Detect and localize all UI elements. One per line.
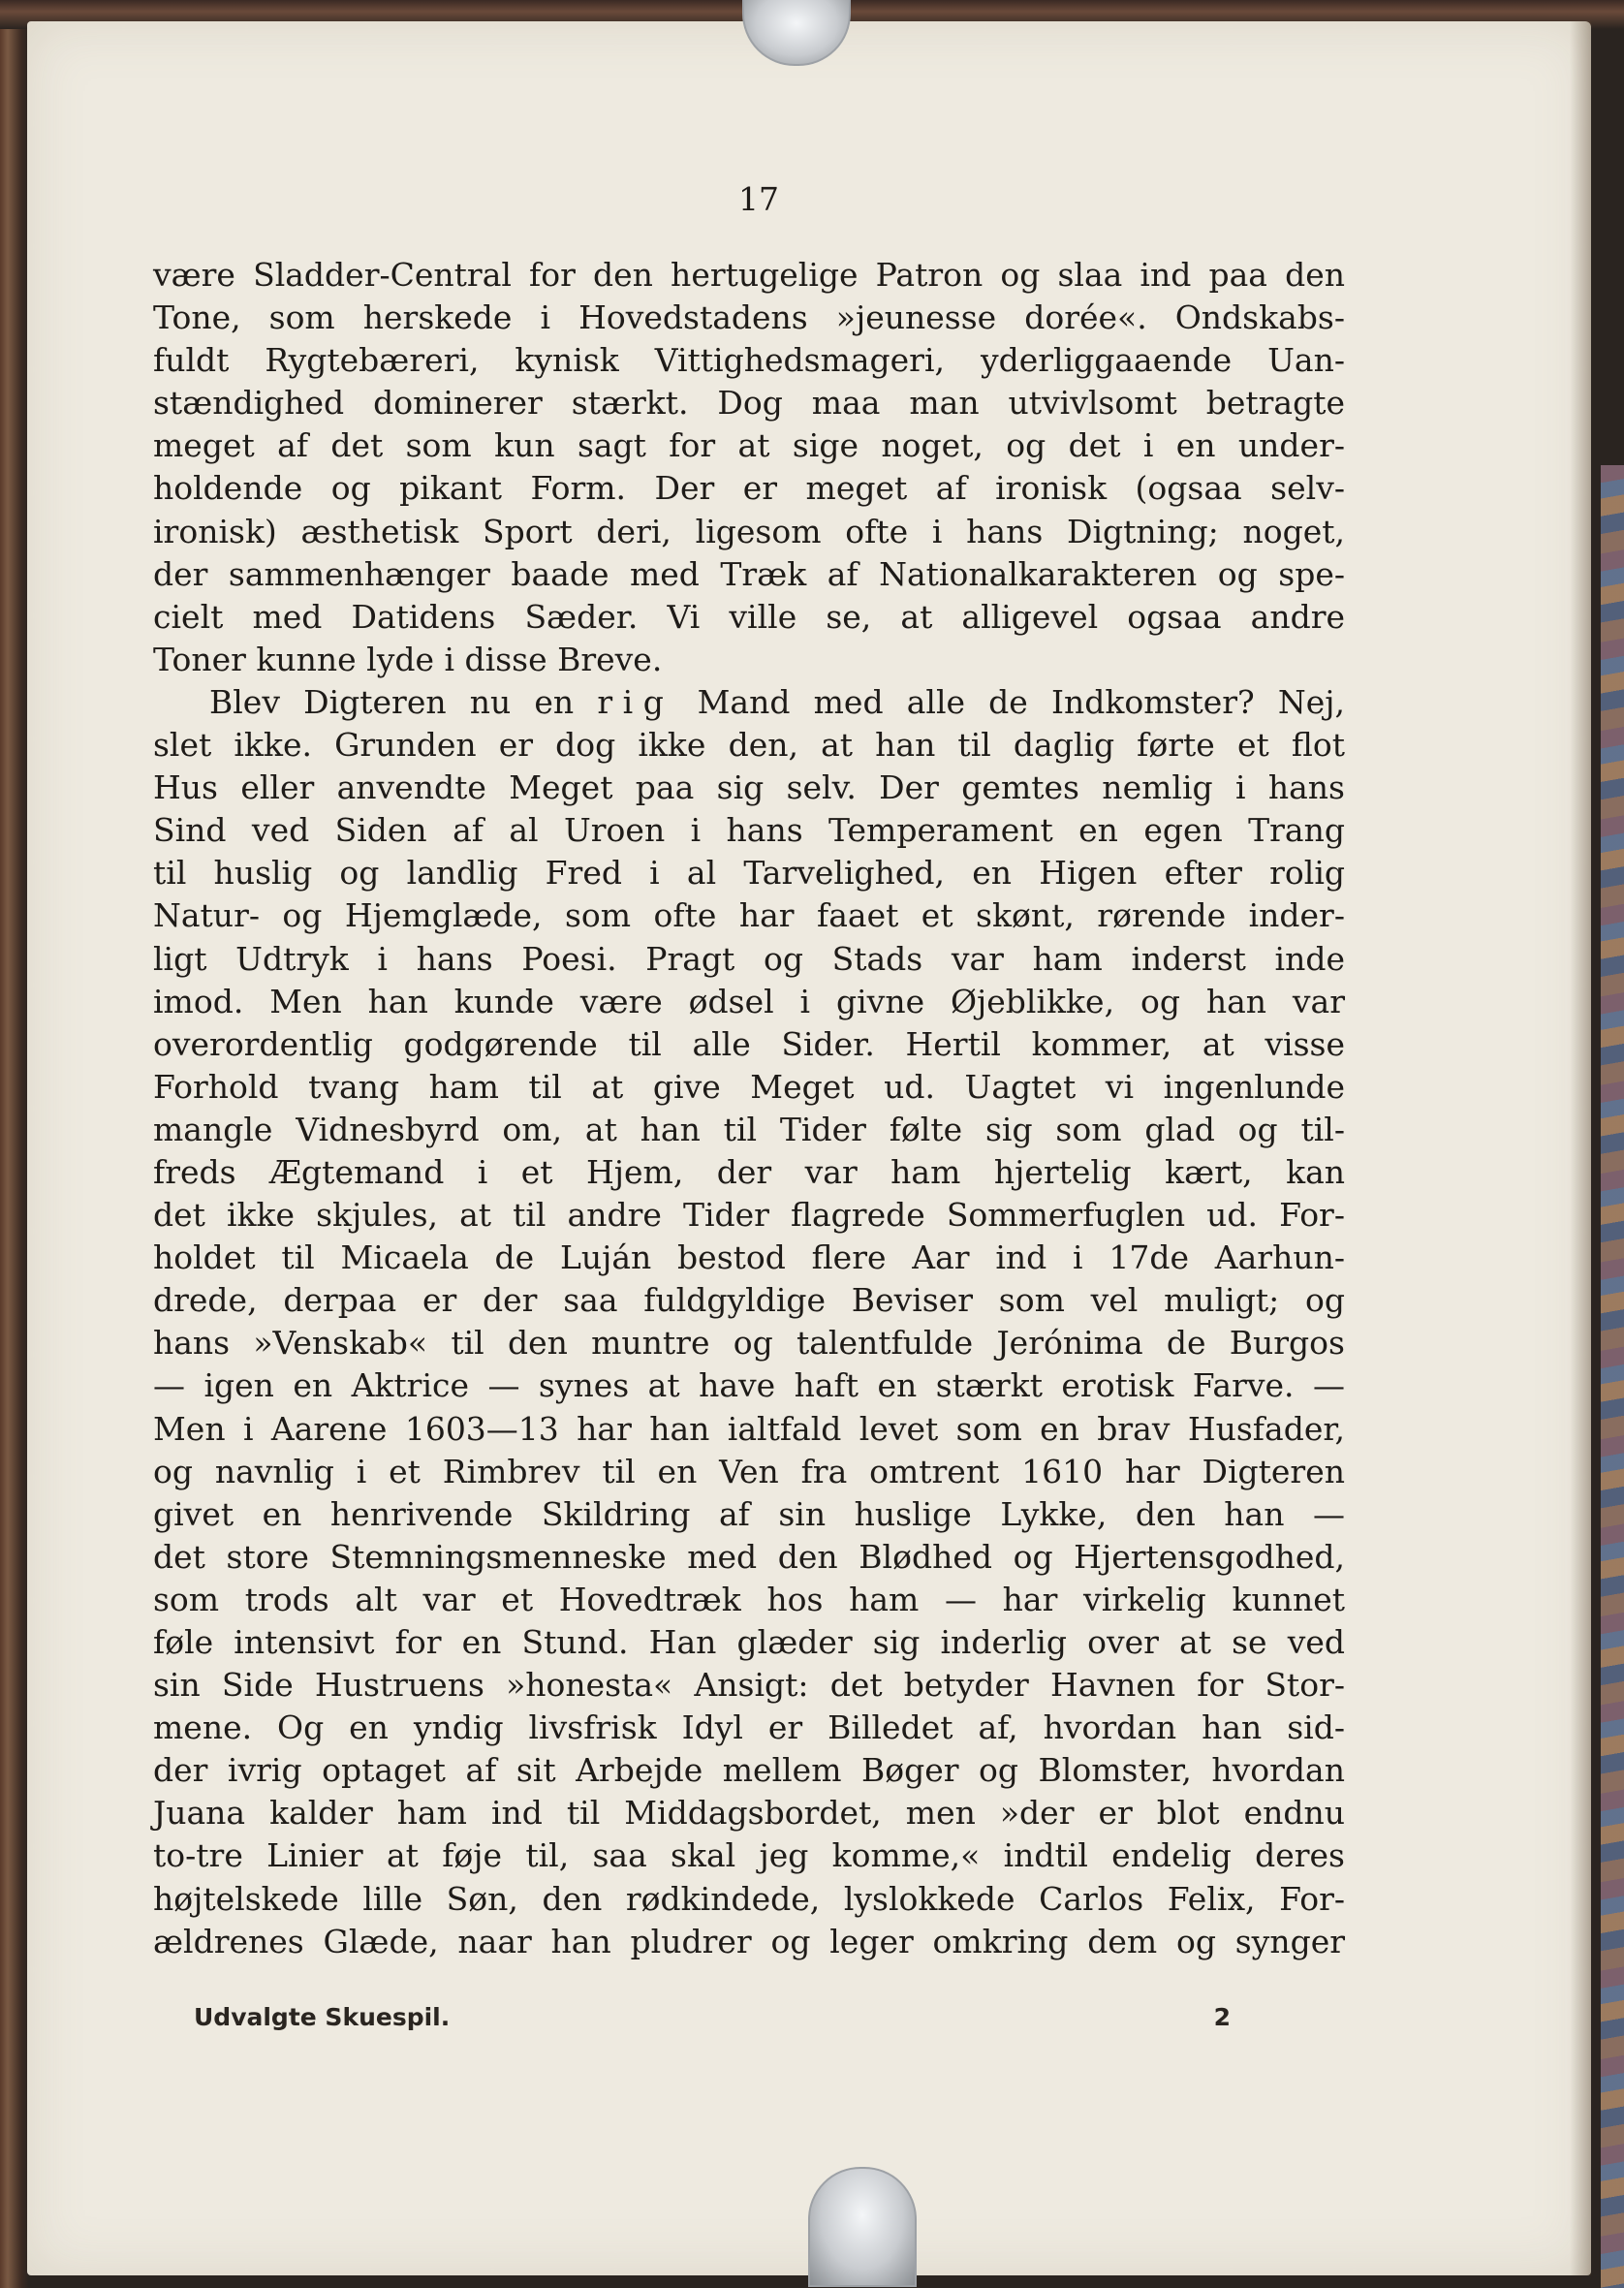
text-line: imod. Men han kunde være ødsel i givne Øjeblikke, og han var bbox=[153, 982, 1345, 1020]
text-line: det store Stemningsmenneske med den Blødhed og Hjertensgodhed, bbox=[153, 1537, 1345, 1576]
text-line: slet ikke. Grunden er dog ikke den, at han til daglig førte et flot bbox=[153, 726, 1345, 765]
text-line: Tone, som herskede i Hovedstadens »jeunesse dorée«. Ondskabs- bbox=[153, 298, 1345, 337]
bottom-holder-clip bbox=[808, 2167, 917, 2287]
text-line: fuldt Rygtebæreri, kynisk Vittighedsmageri, yderliggaaende Uan- bbox=[153, 341, 1345, 380]
text-line: Sind ved Siden af al Uroen i hans Temperament en egen Trang bbox=[153, 811, 1345, 850]
emphasized-word: rig bbox=[597, 682, 674, 721]
text-line: føle intensivt for en Stund. Han glæder sig inderlig over at se ved bbox=[153, 1623, 1345, 1661]
text-line: der sammenhænger baade med Træk af Nationalkarakteren og spe- bbox=[153, 554, 1345, 593]
text-line: givet en henrivende Skildring af sin huslige Lykke, den han — bbox=[153, 1494, 1345, 1533]
footer-signature-mark: 2 bbox=[1213, 2003, 1231, 2031]
text-line: til huslig og landlig Fred i al Tarvelighed, en Higen efter rolig bbox=[153, 854, 1345, 893]
text-line: — igen en Aktrice — synes at have haft en stærkt erotisk Farve. — bbox=[153, 1366, 1345, 1405]
text-line: mene. Og en yndig livsfrisk Idyl er Billedet af, hvordan han sid- bbox=[153, 1708, 1345, 1747]
page-number: 17 bbox=[738, 180, 779, 218]
text-line: stændighed dominerer stærkt. Dog maa man utvivlsomt betragte bbox=[153, 384, 1345, 423]
text-line: være Sladder-Central for den hertugelige Patron og slaa ind paa den bbox=[153, 256, 1345, 294]
paragraph-start-line bbox=[153, 681, 1345, 724]
text-line: overordentlig godgørende til alle Sider. Hertil kommer, at visse bbox=[153, 1024, 1345, 1063]
text-segment: Blev Digteren nu en bbox=[209, 682, 575, 721]
text-line: to-tre Linier at føje til, saa skal jeg komme,« indtil endelig deres bbox=[153, 1836, 1345, 1875]
text-line: der ivrig optaget af sit Arbejde mellem Bøger og Blomster, hvordan bbox=[153, 1751, 1345, 1790]
text-line: Natur- og Hjemglæde, som ofte har faaet et skønt, rørende inder- bbox=[153, 896, 1345, 935]
body-text bbox=[153, 254, 1345, 1963]
text-line: meget af det som kun sagt for at sige noget, og det i en under- bbox=[153, 426, 1345, 465]
text-line: det ikke skjules, at til andre Tider flagrede Sommerfuglen ud. For- bbox=[153, 1196, 1345, 1235]
text-line: holdende og pikant Form. Der er meget af ironisk (ogsaa selv- bbox=[153, 469, 1345, 508]
text-line: Juana kalder ham ind til Middagsbordet, men »der er blot endnu bbox=[153, 1794, 1345, 1833]
footer-book-title: Udvalgte Skuespil. bbox=[194, 2003, 451, 2031]
text-line: højtelskede lille Søn, den rødkindede, lyslokkede Carlos Felix, For- bbox=[153, 1879, 1345, 1918]
text-line: Hus eller anvendte Meget paa sig selv. Der gemtes nemlig i hans bbox=[153, 768, 1345, 807]
text-line: som trods alt var et Hovedtræk hos ham — har virkelig kunnet bbox=[153, 1580, 1345, 1618]
text-line: drede, derpaa er der saa fuldgyldige Beviser som vel muligt; og bbox=[153, 1281, 1345, 1320]
marbled-board-edge bbox=[1601, 465, 1624, 2288]
text-line: hans »Venskab« til den muntre og talentfulde Jerónima de Burgos bbox=[153, 1324, 1345, 1363]
text-line: ironisk) æsthetisk Sport deri, ligesom ofte i hans Digtning; noget, bbox=[153, 512, 1345, 550]
text-line: freds Ægtemand i et Hjem, der var ham hjertelig kært, kan bbox=[153, 1152, 1345, 1191]
text-line: sin Side Hustruens »honesta« Ansigt: det betyder Havnen for Stor- bbox=[153, 1666, 1345, 1705]
text-line: cielt med Datidens Sæder. Vi ville se, at alligevel ogsaa andre bbox=[153, 597, 1345, 636]
text-line: og navnlig i et Rimbrev til en Ven fra omtrent 1610 har Digteren bbox=[153, 1452, 1345, 1490]
text-line: holdet til Micaela de Luján bestod flere Aar ind i 17de Aarhun- bbox=[153, 1238, 1345, 1277]
text-line: Forhold tvang ham til at give Meget ud. Uagtet vi ingenlunde bbox=[153, 1067, 1345, 1106]
text-line: ligt Udtryk i hans Poesi. Pragt og Stads var ham inderst inde bbox=[153, 939, 1345, 978]
text-line: mangle Vidnesbyrd om, at han til Tider følte sig som glad og til- bbox=[153, 1110, 1345, 1148]
text-segment: Mand med alle de Indkomster? Nej, bbox=[697, 682, 1345, 721]
text-line: Men i Aarene 1603—13 har han ialtfald levet som en brav Husfader, bbox=[153, 1409, 1345, 1448]
text-line: Toner kunne lyde i disse Breve. bbox=[153, 640, 663, 678]
text-line: ældrenes Glæde, naar han pludrer og leger omkring dem og synger bbox=[153, 1922, 1345, 1960]
